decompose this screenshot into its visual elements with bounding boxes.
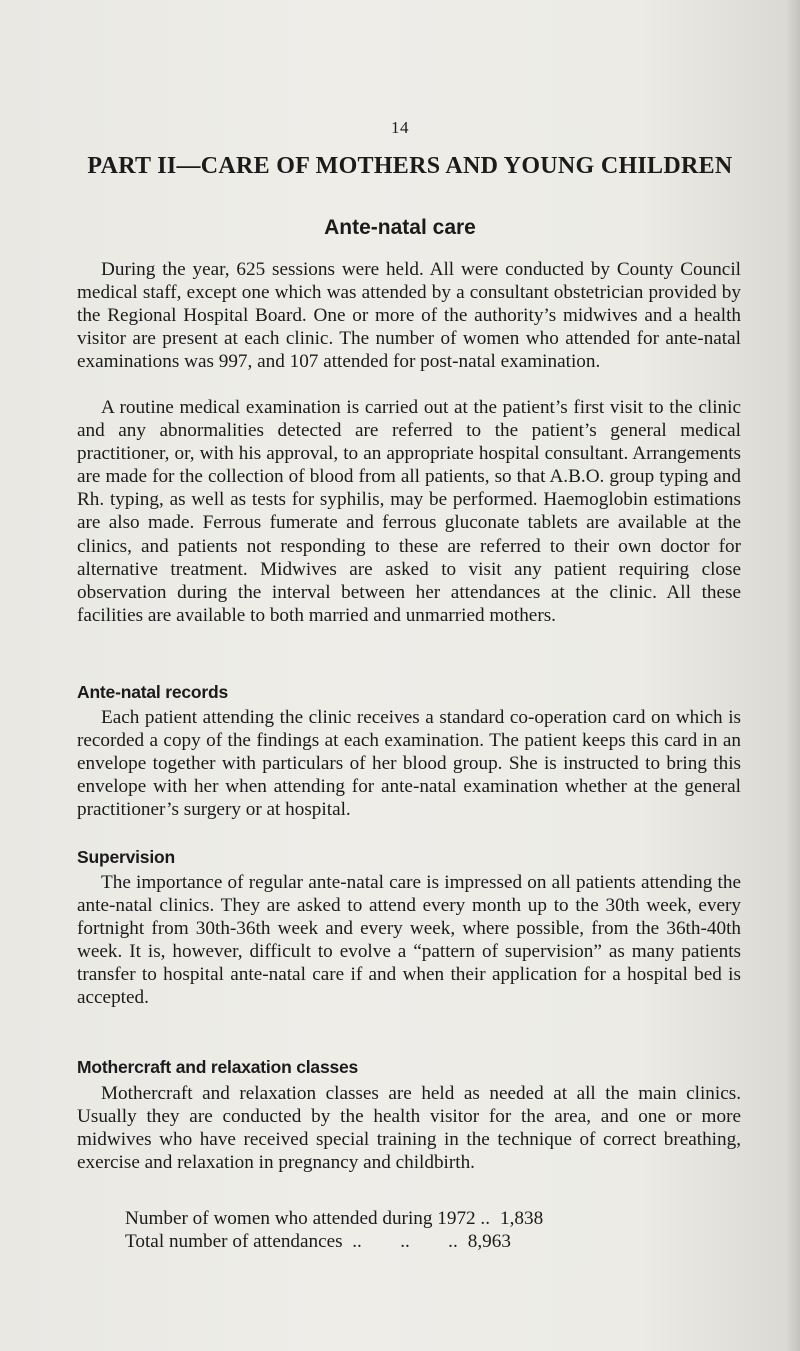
stat-row-total-attendances (125, 1230, 645, 1253)
stat-value: 1,838 (500, 1208, 544, 1229)
heading-mothercraft: Mothercraft and relaxation classes (77, 1057, 359, 1077)
paragraph-sessions: During the year, 625 sessions were held. All were conducted by County Council medical staff, except one which was attended by a consultant obstetrician provided by the Regional Hospital Board. One or more of the authority’s midwives and a health visitor are present at each clinic. The number of women who attended for ante-natal examinations was 997, and 107 attended for post-natal examination. (77, 259, 741, 373)
page-edge-shadow (786, 0, 800, 1351)
section-heading-ante-natal-care: Ante-natal care (324, 216, 476, 239)
stat-row-women-attended (125, 1207, 645, 1230)
paragraph-supervision: The importance of regular ante-natal care is impressed on all patients attending the ante-natal clinics. They are asked to attend every month up to the 30th week, every fortnight from 30th-36th week and every week, where possible, from the 36th-40th week. It is, however, difficult to evolve a “pattern of supervision” as many patients transfer to hospital ante-natal care if and when their application for a hospital bed is accepted. (77, 872, 741, 1009)
heading-ante-natal-records: Ante-natal records (77, 682, 229, 702)
stat-label: Total number of attendances .. .. .. (125, 1231, 458, 1252)
paragraph-routine-examination: A routine medical examination is carried out at the patient’s first visit to the clinic and any abnormalities detected are referred to the patient’s general medical practitioner, or, with his approval, to an appropriate hospital consultant. Arrangements are made for the collection of blood from all patients, so that A.B.O. group typing and Rh. typing, as well as tests for syphilis, may be performed. Haemoglobin estimations are also made. Ferrous fumerate and ferrous gluconate tablets are available at the clinics, and patients not responding to these are referred to their own doctor for alternative treatment. Midwives are asked to visit any patient requiring close observation during the interval between her attendances at the clinic. All these facilities are available to both married and unmarried mothers. (77, 397, 741, 626)
page-number: 14 (391, 118, 409, 137)
stat-value: 8,963 (467, 1231, 511, 1252)
part-title: PART II—CARE OF MOTHERS AND YOUNG CHILDREN (87, 153, 733, 179)
heading-supervision: Supervision (77, 847, 175, 867)
paragraph-mothercraft: Mothercraft and relaxation classes are held as needed at all the main clinics. Usually they are conducted by the health visitor for the area, and one or more midwives who have received special training in the technique of correct breathing, exercise and relaxation in pregnancy and childbirth. (77, 1083, 741, 1174)
stat-label: Number of women who attended during 1972 .. (125, 1208, 491, 1229)
paragraph-ante-natal-records: Each patient attending the clinic receives a standard co-operation card on which is recorded a copy of the findings at each examination. The patient keeps this card in an envelope together with particulars of her blood group. She is instructed to bring this envelope with her when attending for ante-natal examination whether at the general practitioner’s surgery or at hospital. (77, 707, 741, 821)
